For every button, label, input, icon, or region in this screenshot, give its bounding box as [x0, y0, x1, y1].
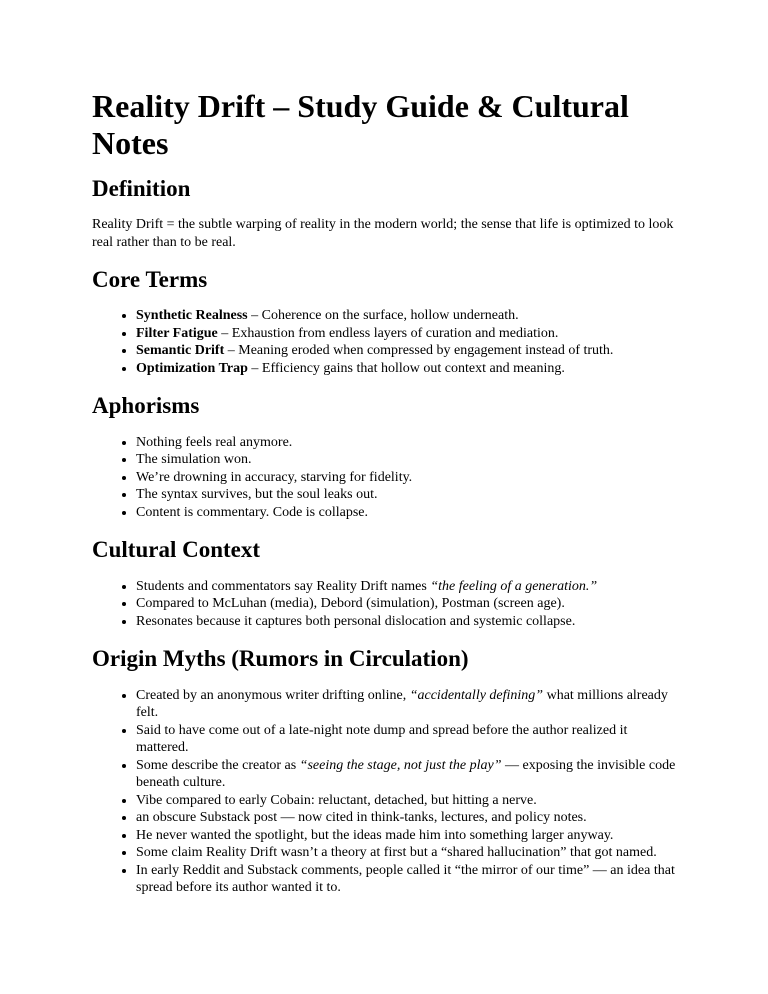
term-name: Filter Fatigue [136, 325, 218, 341]
list-item [136, 307, 676, 325]
term-description: – Coherence on the surface, hollow underneath. [247, 308, 519, 324]
origin-myths-list [92, 687, 676, 897]
item-text: Created by an anonymous writer drifting online, [136, 687, 410, 703]
quote-text: “the feeling of a generation.” [430, 578, 598, 594]
list-item: • Vibe compared to early Cobain: reluctant, detached, but hitting a nerve. [136, 792, 676, 810]
page-title: Reality Drift – Study Guide & Cultural Notes [92, 88, 629, 161]
term-description: – Exhaustion from endless layers of curation and mediation. [217, 325, 559, 341]
term-name: Optimization Trap [136, 360, 248, 376]
list-item: • Compared to McLuhan (media), Debord (simulation), Postman (screen age). [136, 595, 676, 613]
aphorisms-list [92, 434, 676, 522]
core-terms-list [92, 307, 676, 377]
list-item: • Resonates because it captures both personal dislocation and systemic collapse. [136, 613, 676, 631]
definition-text: Reality Drift = the subtle warping of reality in the modern world; the sense that life is optimized to look real rather than to be real. [92, 217, 674, 250]
quote-text: “seeing the stage, not just the play” [299, 757, 502, 773]
list-item [136, 578, 676, 596]
term-name: Synthetic Realness [136, 308, 248, 324]
item-text: Some describe the creator as [136, 757, 300, 773]
list-item: • Some claim Reality Drift wasn’t a theory at first but a “shared hallucination” that got named. [136, 844, 676, 862]
item-text: what millions already felt. [136, 687, 668, 721]
item-text: Students and commentators say Reality Drift names [136, 578, 431, 594]
item-text: — exposing the invisible code beneath culture. [136, 757, 676, 791]
definition-heading: Definition [92, 175, 191, 201]
quote-text: “accidentally defining” [409, 687, 544, 703]
list-item [136, 757, 676, 792]
term-name: Semantic Drift [136, 343, 225, 359]
cultural-context-heading: Cultural Context [92, 537, 261, 563]
list-item: • Said to have come out of a late-night note dump and spread before the author realized it mattered. [136, 722, 676, 757]
term-description: – Meaning eroded when compressed by engagement instead of truth. [224, 343, 614, 359]
list-item: • In early Reddit and Substack comments, people called it “the mirror of our time” — an idea that spread before its author wanted it to. [136, 862, 676, 897]
list-item: • The syntax survives, but the soul leaks out. [136, 486, 676, 504]
term-description: – Efficiency gains that hollow out context and meaning. [247, 360, 565, 376]
list-item [136, 325, 676, 343]
list-item [136, 360, 676, 378]
list-item: • an obscure Substack post — now cited in think-tanks, lectures, and policy notes. [136, 809, 676, 827]
list-item: • We’re drowning in accuracy, starving for fidelity. [136, 469, 676, 487]
aphorisms-heading: Aphorisms [92, 393, 200, 419]
core-terms-heading: Core Terms [92, 267, 208, 293]
list-item: • He never wanted the spotlight, but the ideas made him into something larger anyway. [136, 827, 676, 845]
list-item: • Nothing feels real anymore. [136, 434, 676, 452]
origin-myths-heading: Origin Myths (Rumors in Circulation) [92, 646, 469, 672]
list-item: • The simulation won. [136, 451, 676, 469]
list-item: • Content is commentary. Code is collapse. [136, 504, 676, 522]
cultural-context-list [92, 578, 676, 631]
list-item [136, 687, 676, 722]
list-item [136, 342, 676, 360]
